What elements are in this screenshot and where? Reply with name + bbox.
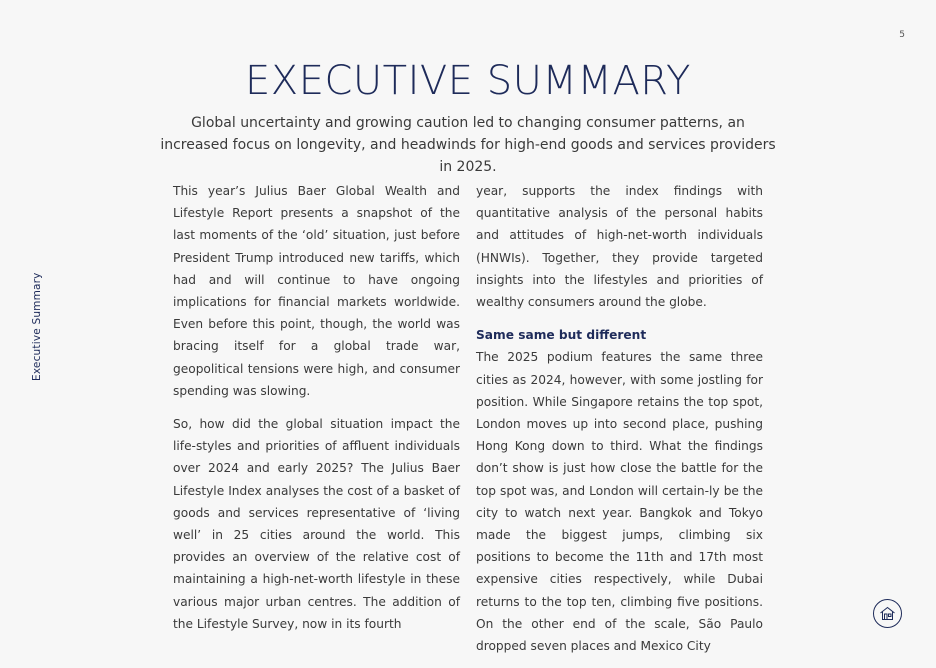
page-number: 5 bbox=[899, 30, 905, 40]
section-heading: Same same but different bbox=[476, 328, 647, 343]
home-button[interactable] bbox=[873, 599, 902, 628]
body-paragraph: year, supports the index findings with quantitative analysis of the personal habits and attitudes of high-net-worth individuals (HNWIs). Together, they provide targeted insights into the lifestyles and priorities of wealthy consumers around the globe. bbox=[476, 184, 763, 310]
left-column bbox=[173, 180, 460, 646]
right-column bbox=[476, 180, 763, 668]
page-subtitle: Global uncertainty and growing caution led to changing consumer patterns, an increased focus on longevity, and headwinds for high-end goods and services providers in 2025. bbox=[160, 115, 776, 175]
section-side-label: Executive Summary bbox=[31, 272, 43, 381]
body-paragraph: So, how did the global situation impact the life-styles and priorities of affluent individuals over 2024 and early 2025? The Julius Baer Lifestyle Index analyses the cost of a basket of goods and services representative of ‘living well’ in 25 cities around the world. This provides an overview of the relative cost of maintaining a high-net-worth lifestyle in these various major urban centres. The addition of the Lifestyle Survey, now in its fourth bbox=[173, 417, 460, 631]
body-paragraph: The 2025 podium features the same three cities as 2024, however, with some jostling for position. While Singapore retains the top spot, London moves up into second place, pushing Hong Kong down to third. What the findings don’t show is just how close the battle for the top spot was, and London will certain-ly be the city to watch next year. Bangkok and Tokyo made the biggest jumps, climbing six positions to become the 11th and 17th most expensive cities respectively, while Dubai returns to the top ten, climbing five positions. On the other end of the scale, São Paulo dropped seven places and Mexico City bbox=[476, 350, 763, 654]
body-paragraph: This year’s Julius Baer Global Wealth and Lifestyle Report presents a snapshot of the last moments of the ‘old’ situation, just before President Trump introduced new tariffs, which had and will continue to have ongoing implications for financial markets worldwide. Even before this point, though, the world was bracing itself for a global trade war, geopolitical tensions were high, and consumer spending was slowing. bbox=[173, 184, 460, 398]
home-icon bbox=[879, 606, 896, 621]
page-title: EXECUTIVE SUMMARY bbox=[245, 58, 691, 104]
